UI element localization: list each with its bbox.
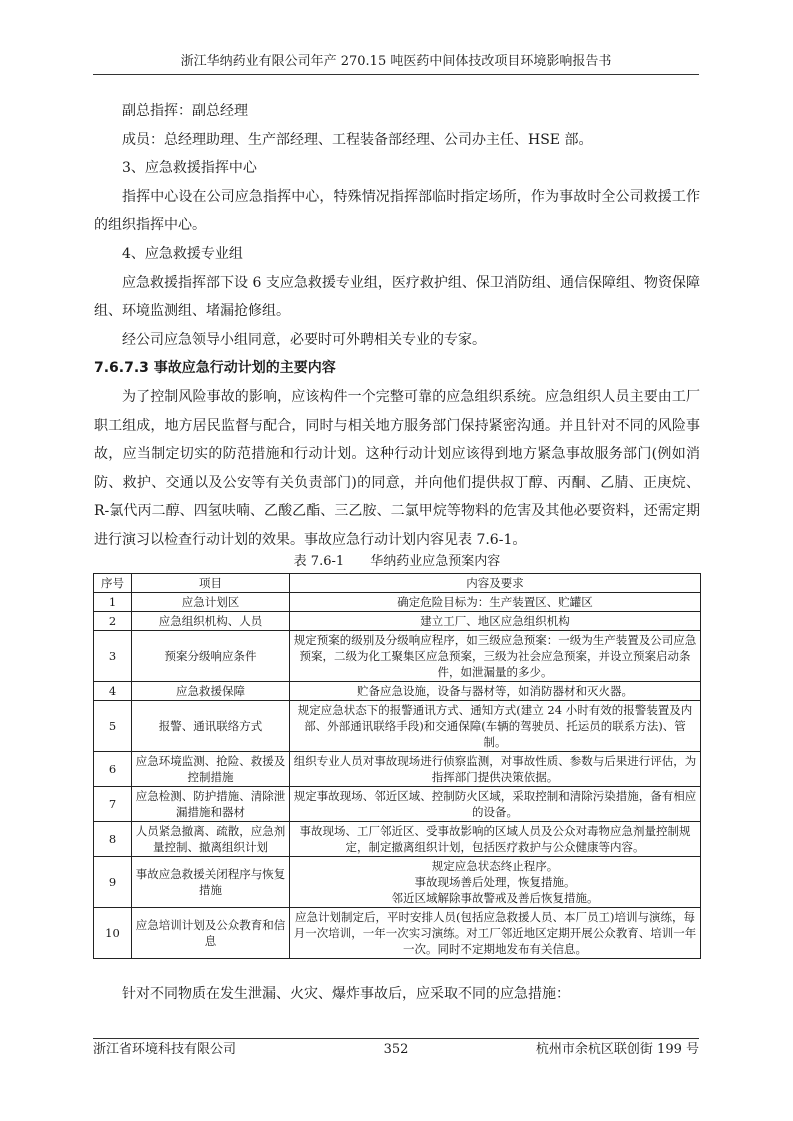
row-content (290, 593, 701, 612)
row-content-line: 规定预案的级别及分级响应程序，如三级应急预案：一级为生产装置及公司应急预案，二级为化工聚集区应急预案，三级为社会应急预案，并设立预案启动条件，如泄漏量的多少。 (293, 633, 697, 679)
section-heading: 7.6.7.3 事故应急行动计划的主要内容 (94, 360, 336, 377)
table-row (94, 857, 701, 908)
row-item: 应急培训计划及公众教育和信息 (132, 908, 290, 959)
row-content (290, 631, 701, 682)
row-content (290, 701, 701, 752)
footer-company: 浙江省环境科技有限公司 (93, 1042, 237, 1057)
row-content-line: 规定应急状态终止程序。 (431, 859, 559, 873)
row-number: 10 (94, 908, 132, 959)
page-header (93, 53, 699, 71)
footer-divider (93, 1038, 699, 1039)
document-body (94, 97, 700, 555)
table-caption-number: 表 7.6-1 (293, 554, 345, 569)
table-row (94, 593, 701, 612)
row-item: 报警、通讯联络方式 (132, 701, 290, 752)
row-content-line: 组织专业人员对事故现场进行侦察监测，对事故性质、参数与后果进行评估，为指挥部门提供决策依据。 (293, 754, 697, 784)
row-number: 3 (94, 631, 132, 682)
table-caption-title: 华纳药业应急预案内容 (370, 554, 501, 569)
table-row (94, 822, 701, 857)
table-row (94, 682, 701, 701)
row-content-line: 事故现场、工厂邻近区、受事故影响的区域人员及公众对毒物应急剂量控制规定，制定撤离组织计划，包括医疗救护与公众健康等内容。 (299, 824, 691, 854)
closing-paragraph: 针对不同物质在发生泄漏、火灾、爆炸事故后，应采取不同的应急措施： (122, 986, 570, 1002)
row-item: 应急组织机构、人员 (132, 612, 290, 631)
row-content (290, 682, 701, 701)
row-item: 预案分级响应条件 (132, 631, 290, 682)
row-content-line: 事故现场善后处理，恢复措施。 (414, 875, 576, 889)
header-title: 浙江华纳药业有限公司年产 270.15 吨医药中间体技改项目环境影响报告书 (180, 54, 612, 69)
header-no: 序号 (94, 574, 132, 593)
header-divider (93, 74, 699, 75)
row-content-line: 贮备应急设施，设备与器材等，如消防器材和灭火器。 (357, 684, 633, 698)
table-body (94, 593, 701, 959)
footer-address: 杭州市余杭区联创街 199 号 (535, 1042, 699, 1057)
row-content (290, 857, 701, 908)
row-content-line: 邻近区域解除事故警戒及善后恢复措施。 (391, 891, 599, 905)
row-item: 事故应急救援关闭程序与恢复措施 (132, 857, 290, 908)
row-number: 7 (94, 787, 132, 822)
row-content-line: 建立工厂、地区应急组织机构 (420, 614, 570, 628)
row-content (290, 908, 701, 959)
table-caption (94, 553, 700, 571)
table-header-row (94, 574, 701, 593)
deputy-commander-line: 副总指挥：副总经理 (122, 103, 248, 119)
row-content-line: 确定危险目标为：生产装置区、贮罐区 (397, 595, 593, 609)
table-row (94, 752, 701, 787)
row-number: 2 (94, 612, 132, 631)
experts-paragraph: 经公司应急领导小组同意，必要时可外聘相关专业的专家。 (122, 331, 486, 348)
row-item: 应急救援保障 (132, 682, 290, 701)
row-content (290, 612, 701, 631)
row-number: 4 (94, 682, 132, 701)
row-item: 应急环境监测、抢险、救援及控制措施 (132, 752, 290, 787)
header-content: 内容及要求 (290, 574, 701, 593)
row-content-line: 规定应急状态下的报警通讯方式、通知方式(建立 24 小时有效的报警装置及内部、外部通讯联络手段)和交通保障(车辆的驾驶员、托运员的联系方法)、管制。 (297, 703, 693, 749)
row-item: 应急计划区 (132, 593, 290, 612)
row-number: 6 (94, 752, 132, 787)
row-item: 人员紧急撤离、疏散，应急剂量控制、撤离组织计划 (132, 822, 290, 857)
row-number: 8 (94, 822, 132, 857)
header-item: 项目 (132, 574, 290, 593)
row-number: 5 (94, 701, 132, 752)
subheading-command-center: 3、应急救援指挥中心 (122, 160, 257, 177)
page-number: 352 (383, 1042, 409, 1057)
action-plan-paragraph: 为了控制风险事故的影响，应该构件一个完整可靠的应急组织系统。应急组织人员主要由工厂职工组成，地方居民监督与配合，同时与相关地方服务部门保持紧密沟通。并且针对不同的风险事故，应当制定切实的防范措施和行动计划。这种行动计划应该得到地方紧急事故服务部门(例如消防、救护、交通以及公安等有关负责部门)的同意，并向他们提供叔丁醇、丙酮、乙腈、正庚烷、R-氯代丙二醇、四氢呋喃、乙酸乙酯、三乙胺、二氯甲烷等物料的危害及其他必要资料，还需定期进行演习以检查行动计划的效果。事故应急行动计划内容见表 7.6-1。 (94, 388, 700, 548)
row-content-line: 应急计划制定后，平时安排人员(包括应急救援人员、本厂员工)培训与演练，每月一次培训，一年一次实习演练。对工厂邻近地区定期开展公众教育、培训一年一次。同时不定期地发布有关信息。 (293, 910, 697, 956)
row-content (290, 787, 701, 822)
table-row (94, 631, 701, 682)
members-line: 成员：总经理助理、生产部经理、工程装备部经理、公司办主任、HSE 部。 (122, 131, 593, 148)
table-row (94, 701, 701, 752)
rescue-groups-paragraph: 应急救援指挥部下设 6 支应急救援专业组，医疗救护组、保卫消防组、通信保障组、物资保障组、环境监测组、堵漏抢修组。 (94, 274, 700, 320)
table-row (94, 908, 701, 959)
row-item: 应急检测、防护措施、清除泄漏措施和器材 (132, 787, 290, 822)
row-content-line: 规定事故现场、邻近区域、控制防火区域，采取控制和清除污染措施，备有相应的设备。 (293, 789, 697, 819)
emergency-plan-table (93, 573, 701, 959)
row-content (290, 752, 701, 787)
subheading-rescue-groups: 4、应急救援专业组 (122, 245, 243, 262)
row-content (290, 822, 701, 857)
table-row (94, 787, 701, 822)
table-row (94, 612, 701, 631)
row-number: 9 (94, 857, 132, 908)
row-number: 1 (94, 593, 132, 612)
command-center-paragraph: 指挥中心设在公司应急指挥中心，特殊情况指挥部临时指定场所，作为事故时全公司救援工作的组织指挥中心。 (94, 188, 700, 234)
